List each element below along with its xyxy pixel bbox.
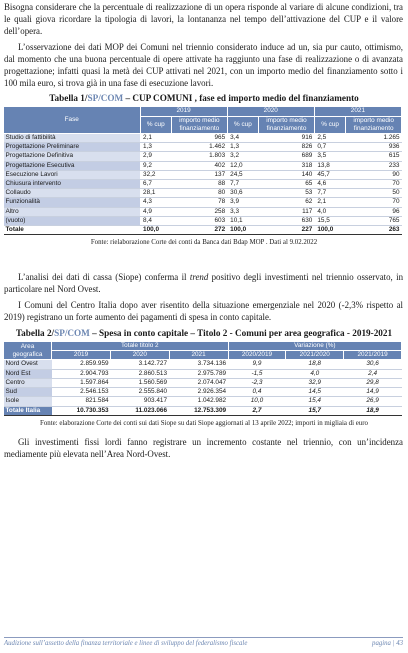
cell-total: 2.555.840 bbox=[111, 388, 169, 397]
col-2020: 2020 bbox=[111, 351, 169, 360]
cell-pct: 100,0 bbox=[227, 226, 259, 235]
col-year-2020: 2020 bbox=[227, 107, 314, 116]
row-label: Funzionalità bbox=[4, 198, 141, 207]
cell-pct: 12,0 bbox=[227, 161, 259, 170]
cell-variation: 18,8 bbox=[286, 360, 344, 369]
table-row bbox=[4, 143, 402, 152]
cell-pct: 4,0 bbox=[314, 207, 346, 216]
cell-pct: 24,5 bbox=[227, 170, 259, 179]
table-row bbox=[4, 360, 402, 369]
table-row bbox=[4, 134, 402, 143]
cell-variation: 10,0 bbox=[228, 397, 286, 406]
col-2019: 2019 bbox=[52, 351, 111, 360]
cell-pct: 7,7 bbox=[227, 180, 259, 189]
table-2-source: Fonte: elaborazione Corte dei conti sui dati Siope su dati Siope aggiornati al 13 aprile 2022; importi in migliaia di euro bbox=[39, 419, 368, 427]
row-label: (vuoto) bbox=[4, 216, 141, 225]
table-row bbox=[4, 189, 402, 198]
col-pct: % cup bbox=[140, 116, 172, 133]
table-row-total bbox=[4, 406, 402, 415]
cell-variation: 18,9 bbox=[344, 406, 402, 415]
cell-importo: 53 bbox=[259, 189, 315, 198]
cell-variation: 15,7 bbox=[286, 406, 344, 415]
col-year-2021: 2021 bbox=[314, 107, 401, 116]
col-imp: importo medio finanziamento bbox=[346, 116, 402, 133]
col-imp: importo medio finanziamento bbox=[259, 116, 315, 133]
row-label: Isole bbox=[4, 397, 52, 406]
cell-total: 11.023.066 bbox=[111, 406, 169, 415]
row-label: Esecuzione Lavori bbox=[4, 170, 141, 179]
group-variazione: Variazione (%) bbox=[228, 342, 401, 351]
cell-importo: 65 bbox=[259, 180, 315, 189]
cell-pct: 0,7 bbox=[314, 143, 346, 152]
cell-importo: 258 bbox=[172, 207, 228, 216]
cell-importo: 70 bbox=[346, 180, 402, 189]
cell-importo: 1.803 bbox=[172, 152, 228, 161]
row-label: Studio di fattibilità bbox=[4, 134, 141, 143]
cell-variation: -1,5 bbox=[228, 369, 286, 378]
page-footer bbox=[4, 637, 403, 647]
cell-pct: 3,2 bbox=[227, 152, 259, 161]
table-row bbox=[4, 170, 402, 179]
row-label: Sud bbox=[4, 388, 52, 397]
cell-importo: 140 bbox=[259, 170, 315, 179]
cell-importo: 826 bbox=[259, 143, 315, 152]
cell-variation: 26,9 bbox=[344, 397, 402, 406]
cell-pct: 3,5 bbox=[314, 152, 346, 161]
cell-pct: 3,3 bbox=[227, 207, 259, 216]
table-row bbox=[4, 216, 402, 225]
cell-importo: 916 bbox=[259, 134, 315, 143]
col-2021: 2021 bbox=[169, 351, 228, 360]
paragraph-1: Bisogna considerare che la percentuale di realizzazione di un opera risponde al variare di alcune condizioni, tra le quali giova ricordare la tipologia di lavori, la lontananza nel tempo dell’attivazione del CUP e il valore dell’opera. bbox=[4, 2, 403, 37]
table-row bbox=[4, 397, 402, 406]
paragraph-2: L’osservazione dei dati MOP dei Comuni nel triennio considerato induce ad un, sia pur cauto, ottimismo, dal momento che una buona percentuale di opere attivate ha raggiunto una fase di realizzazione o di avanzata progettazione; infatti quasi la metà dei CUP attivati nel 2021, con un importo medio del finanziamento sotto i 100 mila euro, si trova già in una fase di esecuzione lavori. bbox=[4, 41, 403, 89]
page-number: pagina | 43 bbox=[372, 640, 403, 647]
cell-importo: 117 bbox=[259, 207, 315, 216]
paragraph-3: L’analisi dei dati di cassa (Siope) conferma il trend positivo degli investimenti nel triennio osservato, in particolare nel Nord Ovest. bbox=[4, 272, 404, 295]
cell-pct: 32,2 bbox=[140, 170, 172, 179]
cell-pct: 30,6 bbox=[227, 189, 259, 198]
cell-variation: 14,9 bbox=[344, 388, 402, 397]
cell-variation: 2,4 bbox=[344, 369, 402, 378]
cell-importo: 1.462 bbox=[172, 143, 228, 152]
col-year-2019: 2019 bbox=[140, 107, 227, 116]
cell-pct: 100,0 bbox=[140, 226, 172, 235]
cell-total: 2.074.047 bbox=[169, 378, 228, 387]
cell-pct: 8,4 bbox=[140, 216, 172, 225]
cell-total: 2.975.789 bbox=[169, 369, 228, 378]
col-var-2021-2020: 2021/2020 bbox=[286, 351, 344, 360]
table-row bbox=[4, 388, 402, 397]
cell-variation: 32,9 bbox=[286, 378, 344, 387]
cell-importo: 630 bbox=[259, 216, 315, 225]
cell-pct: 3,9 bbox=[227, 198, 259, 207]
cell-pct: 100,0 bbox=[314, 226, 346, 235]
cell-importo: 603 bbox=[172, 216, 228, 225]
cell-importo: 70 bbox=[346, 198, 402, 207]
row-label: Progettazione Definitiva bbox=[4, 152, 141, 161]
table-1-body bbox=[4, 134, 402, 235]
cell-importo: 80 bbox=[172, 189, 228, 198]
col-pct: % cup bbox=[314, 116, 346, 133]
cell-importo: 1.265 bbox=[346, 134, 402, 143]
row-label: Totale Italia bbox=[4, 406, 52, 415]
table-1-source: Fonte: rielaborazione Corte dei conti da Banca dati Bdap MOP . Dati al 9.02.2022 bbox=[90, 239, 318, 247]
cell-pct: 2,1 bbox=[314, 198, 346, 207]
row-label: Nord Ovest bbox=[4, 360, 52, 369]
col-pct: % cup bbox=[227, 116, 259, 133]
cell-variation: 29,8 bbox=[344, 378, 402, 387]
cell-pct: 7,7 bbox=[314, 189, 346, 198]
cell-importo: 615 bbox=[346, 152, 402, 161]
cell-variation: 15,4 bbox=[286, 397, 344, 406]
col-var-2020-2019: 2020/2019 bbox=[228, 351, 286, 360]
cell-variation: 0,4 bbox=[228, 388, 286, 397]
cell-importo: 689 bbox=[259, 152, 315, 161]
cell-total: 903.417 bbox=[111, 397, 169, 406]
cell-pct: 13,8 bbox=[314, 161, 346, 170]
cell-importo: 272 bbox=[172, 226, 228, 235]
row-label: Totale bbox=[4, 226, 141, 235]
cell-variation: 14,5 bbox=[286, 388, 344, 397]
table-row bbox=[4, 207, 402, 216]
cell-total: 2.859.959 bbox=[52, 360, 111, 369]
cell-total: 2.860.513 bbox=[111, 369, 169, 378]
cell-pct: 4,6 bbox=[314, 180, 346, 189]
table-2 bbox=[3, 341, 402, 416]
cell-importo: 965 bbox=[172, 134, 228, 143]
table-row bbox=[4, 198, 402, 207]
cell-pct: 3,4 bbox=[227, 134, 259, 143]
cell-importo: 227 bbox=[259, 226, 315, 235]
cell-pct: 2,1 bbox=[140, 134, 172, 143]
cell-variation: 4,0 bbox=[286, 369, 344, 378]
table-2-body bbox=[4, 360, 402, 415]
table-row bbox=[4, 369, 402, 378]
row-label: Chiusura intervento bbox=[4, 180, 141, 189]
cell-pct: 45,7 bbox=[314, 170, 346, 179]
cell-total: 3.734.136 bbox=[169, 360, 228, 369]
row-label: Collaudo bbox=[4, 189, 141, 198]
col-area: Area geografica bbox=[4, 342, 52, 360]
group-totale-titolo-2: Totale titolo 2 bbox=[52, 342, 229, 351]
cell-variation: 30,6 bbox=[344, 360, 402, 369]
cell-pct: 4,3 bbox=[140, 198, 172, 207]
table-1 bbox=[3, 106, 402, 235]
row-label: Progettazione Preliminare bbox=[4, 143, 141, 152]
row-label: Nord Est bbox=[4, 369, 52, 378]
page bbox=[0, 1, 408, 460]
cell-pct: 9,2 bbox=[140, 161, 172, 170]
cell-importo: 62 bbox=[259, 198, 315, 207]
cell-variation: -2,3 bbox=[228, 378, 286, 387]
cell-importo: 318 bbox=[259, 161, 315, 170]
footer-title: Audizione sull’assetto della finanza territoriale e linee di sviluppo del federalismo fiscale bbox=[4, 640, 248, 647]
cell-variation: 2,7 bbox=[228, 406, 286, 415]
cell-importo: 402 bbox=[172, 161, 228, 170]
cell-pct: 1,3 bbox=[227, 143, 259, 152]
cell-total: 821.584 bbox=[52, 397, 111, 406]
row-label: Centro bbox=[4, 378, 52, 387]
cell-pct: 4,9 bbox=[140, 207, 172, 216]
cell-total: 12.753.309 bbox=[169, 406, 228, 415]
paragraph-5: Gli investimenti fissi lordi fanno registrare un incremento costante nel triennio, con un’incidenza mediamente più elevata nell’Area Nord-Ovest. bbox=[4, 436, 403, 459]
cell-importo: 88 bbox=[172, 180, 228, 189]
cell-importo: 78 bbox=[172, 198, 228, 207]
cell-total: 3.142.727 bbox=[111, 360, 169, 369]
col-fase: Fase bbox=[4, 107, 141, 134]
cell-importo: 137 bbox=[172, 170, 228, 179]
cell-importo: 90 bbox=[346, 170, 402, 179]
table-row bbox=[4, 378, 402, 387]
cell-importo: 233 bbox=[346, 161, 402, 170]
cell-total: 1.597.864 bbox=[52, 378, 111, 387]
cell-total: 1.560.569 bbox=[111, 378, 169, 387]
cell-pct: 6,7 bbox=[140, 180, 172, 189]
cell-importo: 96 bbox=[346, 207, 402, 216]
table-row bbox=[4, 152, 402, 161]
cell-importo: 936 bbox=[346, 143, 402, 152]
cell-pct: 28,1 bbox=[140, 189, 172, 198]
cell-variation: 9,9 bbox=[228, 360, 286, 369]
row-label: Altro bbox=[4, 207, 141, 216]
cell-pct: 2,9 bbox=[140, 152, 172, 161]
cell-total: 2.904.793 bbox=[52, 369, 111, 378]
row-label: Progettazione Esecutiva bbox=[4, 161, 141, 170]
table-row-total bbox=[4, 226, 402, 235]
col-imp: importo medio finanziamento bbox=[172, 116, 228, 133]
table-row bbox=[4, 180, 402, 189]
cell-pct: 1,3 bbox=[140, 143, 172, 152]
cell-pct: 2,5 bbox=[314, 134, 346, 143]
cell-total: 1.042.982 bbox=[169, 397, 228, 406]
cell-pct: 15,5 bbox=[314, 216, 346, 225]
cell-importo: 765 bbox=[346, 216, 402, 225]
cell-total: 2.926.354 bbox=[169, 388, 228, 397]
cell-importo: 263 bbox=[346, 226, 402, 235]
cell-importo: 50 bbox=[346, 189, 402, 198]
cell-total: 2.546.153 bbox=[52, 388, 111, 397]
col-var-2021-2019: 2021/2019 bbox=[344, 351, 402, 360]
cell-pct: 10,1 bbox=[227, 216, 259, 225]
table-row bbox=[4, 161, 402, 170]
table-1-caption: Tabella 1/SP/COM – CUP COMUNI , fase ed importo medio del finanziamento bbox=[49, 93, 359, 104]
cell-total: 10.730.353 bbox=[52, 406, 111, 415]
table-2-caption: Tabella 2/SP/COM – Spesa in conto capitale – Titolo 2 - Comuni per area geografica - 2019-2021 bbox=[15, 328, 393, 339]
paragraph-4: I Comuni del Centro Italia dopo aver risentito della situazione emergenziale nel 2020 (-2,3% rispetto al 2019) registrano un forte aumento dei pagamenti di spesa in conto capitale. bbox=[4, 299, 403, 322]
